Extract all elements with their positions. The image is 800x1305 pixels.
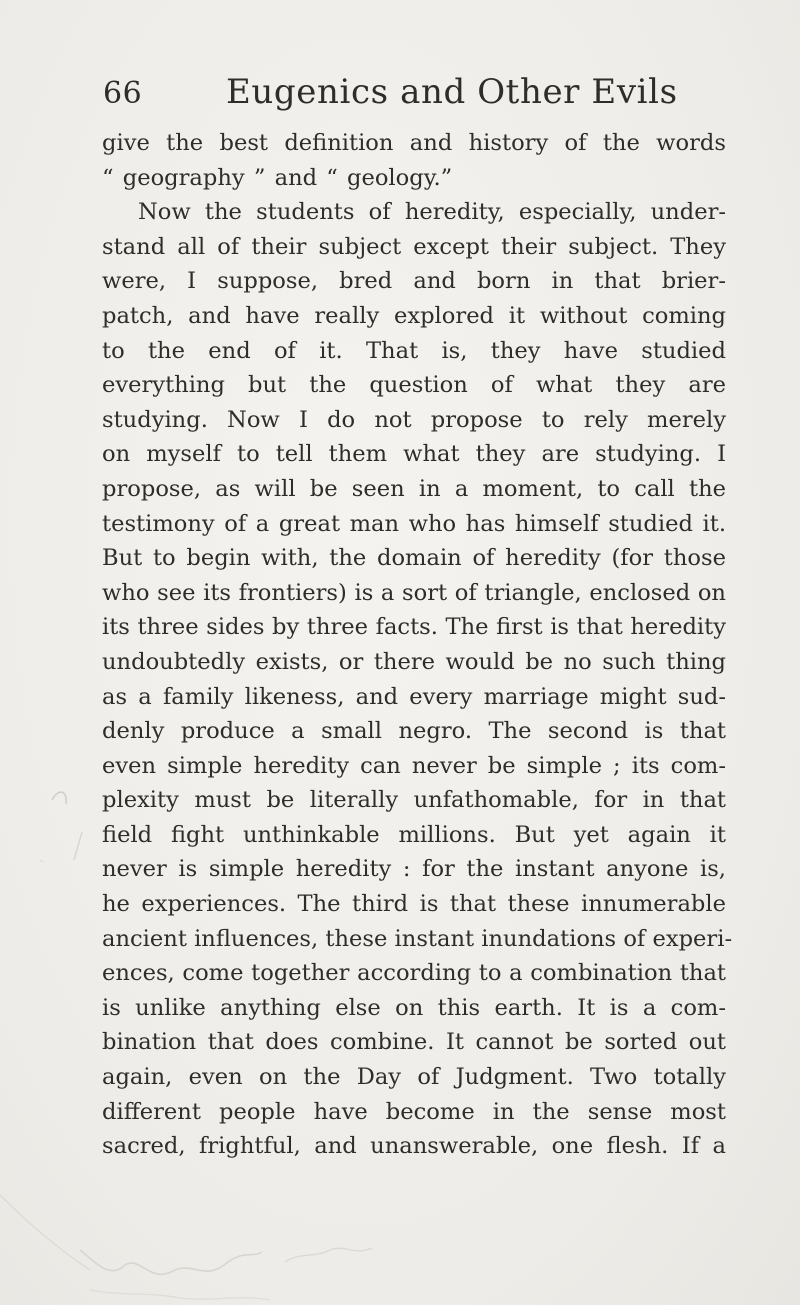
text-line: as a family likeness, and every marriage might sud- <box>102 683 726 710</box>
text-line: is unlike anything else on this earth. It is a com- <box>102 994 726 1021</box>
text-line: again, even on the Day of Judgment. Two totally <box>102 1064 726 1091</box>
text-line: But to begin with, the domain of heredity (for those <box>102 545 726 572</box>
page-number: 66 <box>103 76 143 111</box>
text-line: sacred, frightful, and unanswerable, one flesh. If a <box>102 1133 726 1160</box>
text-line: give the best definition and history of the words <box>102 130 726 156</box>
text-line: ancient influences, these instant inundations of experi- <box>102 925 733 952</box>
book-title: Eugenics and Other Evils <box>226 72 678 112</box>
text-line: studying. Now I do not propose to rely merely <box>102 406 726 433</box>
text-line: different people have become in the sense most <box>102 1098 726 1125</box>
running-head <box>103 72 723 122</box>
text-line: even simple heredity can never be simple ; its com- <box>102 752 726 779</box>
text-line: “ geography ” and “ geology.” <box>102 164 453 191</box>
text-line: to the end of it. That is, they have studied <box>102 337 726 364</box>
text-line: everything but the question of what they are <box>102 372 726 399</box>
text-line: patch, and have really explored it without coming <box>102 302 726 329</box>
text-line: who see its frontiers) is a sort of triangle, enclosed on <box>102 579 726 606</box>
text-line: ences, come together according to a combination that <box>102 960 726 987</box>
text-line: its three sides by three facts. The first is that heredity <box>102 614 726 641</box>
text-line: field fight unthinkable millions. But yet again it <box>102 821 726 848</box>
text-line: testimony of a great man who has himself studied it. <box>102 510 726 537</box>
body-text <box>102 126 733 1164</box>
text-line: were, I suppose, bred and born in that brier- <box>102 268 726 295</box>
text-line: on myself to tell them what they are studying. I <box>102 441 726 468</box>
text-line: denly produce a small negro. The second is that <box>102 718 726 745</box>
text-line: propose, as will be seen in a moment, to call the <box>102 475 726 502</box>
text-line: undoubtedly exists, or there would be no such thing <box>102 648 726 675</box>
text-line: Now the students of heredity, especially, under- <box>138 199 726 226</box>
text-line: plexity must be literally unfathomable, for in that <box>102 787 726 814</box>
text-line: he experiences. The third is that these innumerable <box>102 891 726 918</box>
text-line: never is simple heredity : for the instant anyone is, <box>102 856 726 883</box>
text-line: stand all of their subject except their subject. They <box>102 233 726 260</box>
text-line: bination that does combine. It cannot be sorted out <box>102 1029 726 1056</box>
